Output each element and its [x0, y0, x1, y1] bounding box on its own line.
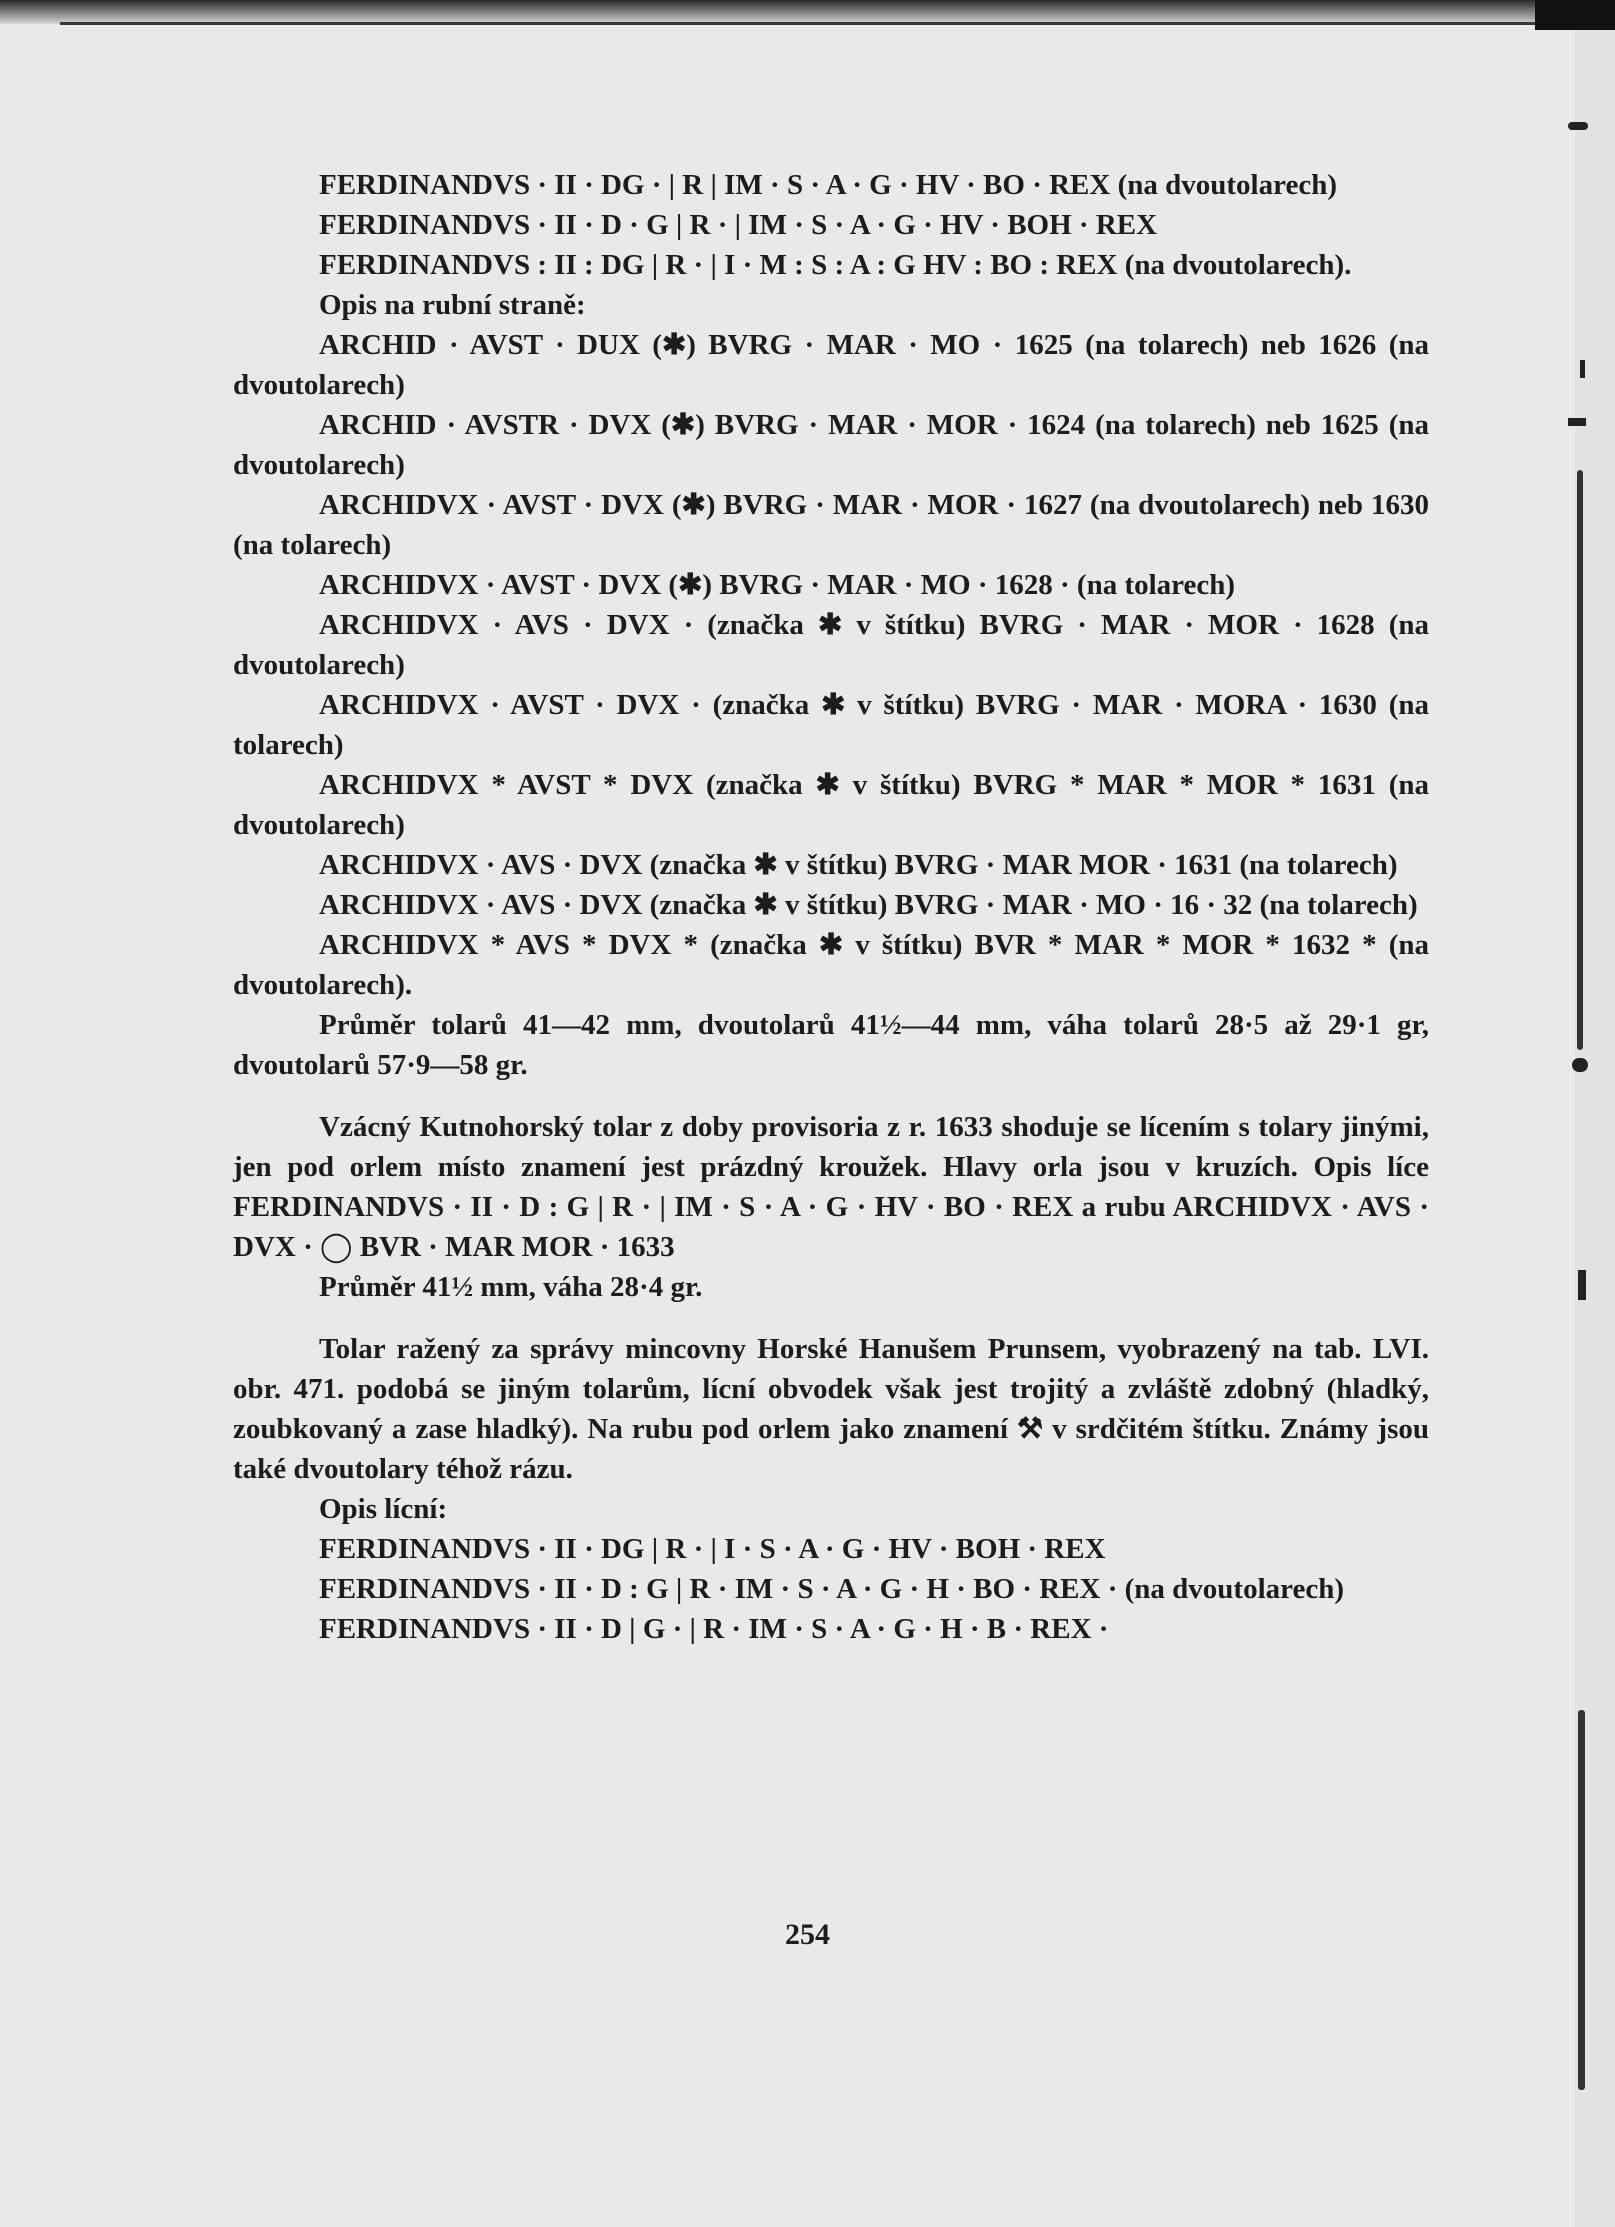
paragraph-gap	[233, 1307, 1429, 1329]
scan-corner-shadow	[1535, 0, 1615, 30]
scan-binding-line	[1577, 470, 1583, 1050]
scan-mark	[1572, 1058, 1588, 1072]
scan-top-border	[0, 0, 1615, 24]
paragraph: ARCHIDVX * AVST * DVX (značka ✱ v štítku) BVRG * MAR * MOR * 1631 (na dvoutolarech)	[233, 769, 1429, 841]
paragraph: ARCHIDVX * AVS * DVX * (značka ✱ v štítku) BVR * MAR * MOR * 1632 * (na dvoutolarech).	[233, 929, 1429, 1001]
paragraph: Opis lícní:	[319, 1493, 448, 1525]
document-body	[233, 165, 1429, 1649]
scan-binding-line	[1578, 1710, 1585, 2090]
paragraph: ARCHIDVX · AVST · DVX · (značka ✱ v štítku) BVRG · MAR · MORA · 1630 (na tolarech)	[233, 689, 1429, 761]
scan-mark	[1578, 1270, 1586, 1300]
scan-mark	[1568, 122, 1588, 130]
page-number: 254	[785, 1918, 830, 1951]
paragraph: ARCHID · AVSTR · DVX (✱) BVRG · MAR · MOR · 1624 (na tolarech) neb 1625 (na dvoutolarech)	[233, 409, 1429, 481]
paragraph-gap	[233, 1085, 1429, 1107]
paragraph: FERDINANDVS · II · D : G | R · IM · S · A · G · H · BO · REX · (na dvoutolarech)	[319, 1573, 1344, 1605]
paragraph: ARCHIDVX · AVST · DVX (✱) BVRG · MAR · MOR · 1627 (na dvoutolarech) neb 1630 (na tolarech)	[233, 489, 1429, 561]
paragraph: ARCHIDVX · AVS · DVX (značka ✱ v štítku) BVRG · MAR MOR · 1631 (na tolarech)	[319, 849, 1398, 881]
paragraph: Průměr 41½ mm, váha 28·4 gr.	[319, 1271, 703, 1303]
paragraph: FERDINANDVS : II : DG | R · | I · M : S : A : G HV : BO : REX (na dvoutolarech).	[319, 249, 1352, 281]
scan-mark	[1580, 360, 1585, 378]
paragraph: Vzácný Kutnohorský tolar z doby provisoria z r. 1633 shoduje se lícením s tolary jinými, jen pod orlem místo znamení jest prázdný kroužek. Hlavy orla jsou v kruzích. Opis líce FERDINANDVS · II · D : G | R · | IM · S · A · G · HV · BO · REX a rubu ARCHIDVX · AVS · DVX · ◯ BVR · MAR MOR · 1633	[233, 1111, 1429, 1263]
paragraph: Průměr tolarů 41—42 mm, dvoutolarů 41½—44 mm, váha tolarů 28·5 až 29·1 gr, dvoutolarů 57·9—58 gr.	[233, 1009, 1429, 1081]
paragraph: FERDINANDVS · II · DG · | R | IM · S · A · G · HV · BO · REX (na dvoutolarech)	[319, 169, 1337, 201]
paragraph: ARCHIDVX · AVST · DVX (✱) BVRG · MAR · MO · 1628 · (na tolarech)	[319, 569, 1236, 601]
paragraph: FERDINANDVS · II · D · G | R · | IM · S · A · G · HV · BOH · REX	[319, 209, 1158, 241]
paragraph: Opis na rubní straně:	[319, 289, 586, 321]
paragraph: FERDINANDVS · II · DG | R · | I · S · A · G · HV · BOH · REX	[319, 1533, 1106, 1565]
scan-top-line	[60, 22, 1580, 25]
paragraph: Tolar ražený za správy mincovny Horské Hanušem Prunsem, vyobrazený na tab. LVI. obr. 471. podobá se jiným tolarům, lícní obvodek však jest trojitý a zvláště zdobný (hladký, zoubkovaný a zase hladký). Na rubu pod orlem jako znamení ⚒ v srdčitém štítku. Známy jsou také dvoutolary téhož rázu.	[233, 1333, 1429, 1485]
paragraph: ARCHIDVX · AVS · DVX · (značka ✱ v štítku) BVRG · MAR · MOR · 1628 (na dvoutolarech)	[233, 609, 1429, 681]
scan-mark	[1568, 418, 1586, 426]
paragraph: ARCHID · AVST · DUX (✱) BVRG · MAR · MO · 1625 (na tolarech) neb 1626 (na dvoutolarech)	[233, 329, 1429, 401]
paragraph: FERDINANDVS · II · D | G · | R · IM · S · A · G · H · B · REX ·	[319, 1613, 1109, 1645]
paragraph: ARCHIDVX · AVS · DVX (značka ✱ v štítku) BVRG · MAR · MO · 16 · 32 (na tolarech)	[319, 889, 1418, 921]
